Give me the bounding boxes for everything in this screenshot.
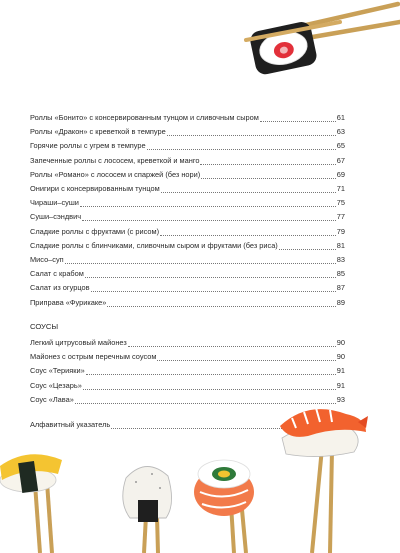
roll-with-chopsticks-icon [240, 0, 400, 90]
toc-entry[interactable]: Соус «Цезарь» 91 [30, 380, 345, 390]
table-of-contents [30, 111, 345, 432]
toc-entry[interactable]: Чираши–суши 75 [30, 198, 345, 208]
toc-entry[interactable]: Легкий цитрусовый майонез 90 [30, 338, 345, 348]
toc-entry[interactable]: Салат с крабом 85 [30, 269, 345, 279]
section-title-sauces: СОУСЫ [30, 321, 59, 331]
toc-entry[interactable]: Роллы «Романо» с лососем и спаржей (без нори) 69 [30, 169, 345, 179]
toc-entry[interactable]: Запеченные роллы с лососем, креветкой и манго 67 [30, 155, 345, 165]
toc-entry[interactable]: Суши–сэндвич 77 [30, 212, 345, 222]
toc-entry[interactable]: Онигири с консервированным тунцом 71 [30, 184, 345, 194]
toc-entry[interactable]: Сладкие роллы с фруктами (с рисом) 79 [30, 226, 345, 236]
toc-entry[interactable]: Роллы «Бонито» с консервированным тунцом и сливочным сыром 61 [30, 113, 345, 122]
toc-entry[interactable]: Мисо–суп 83 [30, 255, 345, 265]
tamago-nigiri-icon [0, 440, 70, 553]
toc-entry[interactable]: Сладкие роллы с блинчиками, сливочным сыром и фруктами (без риса) 81 [30, 240, 345, 250]
onigiri-icon [118, 458, 178, 553]
toc-entry[interactable]: Соус «Терияки» 91 [30, 366, 345, 376]
toc-entry[interactable]: Соус «Лава» 93 [30, 394, 345, 404]
shrimp-nigiri-icon [278, 398, 368, 553]
toc-entry[interactable]: Приправа «Фурикаке» 89 [30, 297, 345, 307]
toc-entry[interactable]: Горячие роллы с угрем в темпуре 65 [30, 141, 345, 151]
toc-entry-index[interactable]: Алфавитный указатель [30, 418, 345, 432]
toc-entry[interactable]: Салат из огурцов 87 [30, 283, 345, 293]
salmon-roll-icon [190, 448, 260, 553]
toc-entry[interactable]: Роллы «Дракон» с креветкой в темпуре 63 [30, 127, 345, 137]
toc-entry[interactable]: Майонез с острым перечным соусом 90 [30, 352, 345, 362]
